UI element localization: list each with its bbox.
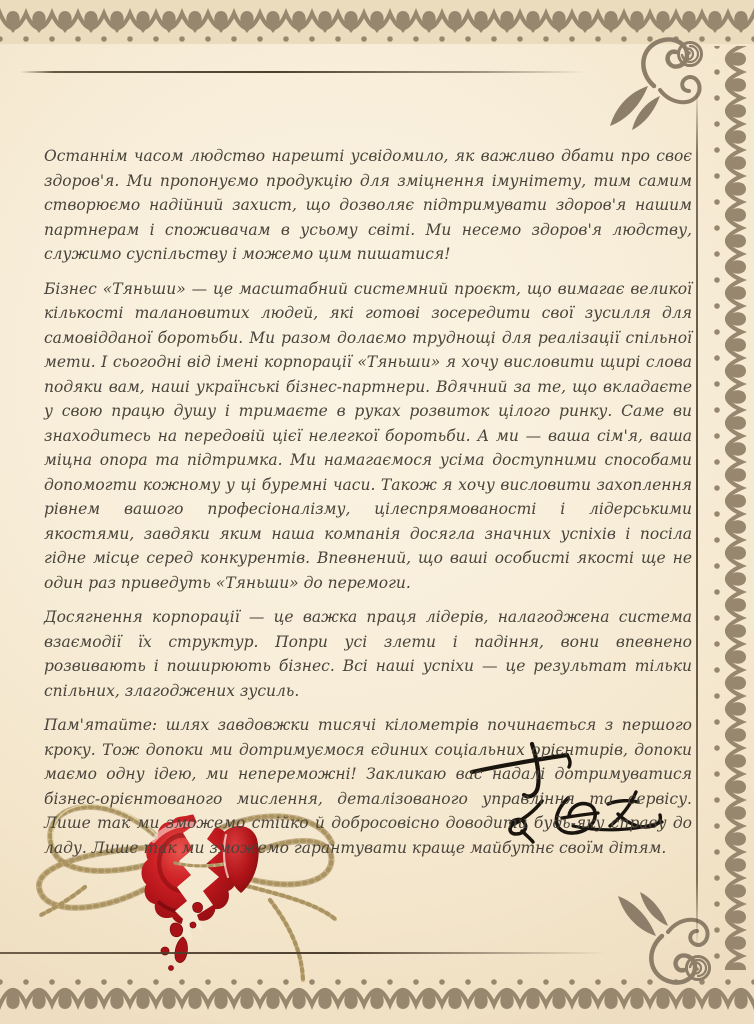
letter-paragraph: Досягнення корпорації — це важка праця лідерів, налагоджена система взаємодії їх структур. Попри усі злети і падіння, вони впевнено розвивають і поширюють бізнес. Всі наші успіхи — це результат тільки спільних, злагоджених зусиль.	[44, 608, 692, 700]
lace-border-top	[0, 0, 754, 44]
lace-border-bottom	[0, 976, 754, 1018]
corner-flourish-icon-top-right	[610, 39, 702, 130]
lace-border-right	[711, 46, 754, 970]
letter-paragraph: Бізнес «Тяньши» — це масштабний системний проєкт, що вимагає великої кількості талановитих людей, які готові зосередити свої зусилля для самовідданої боротьби. Ми разом долаємо труднощі для реалізації спільної мети. І сьогодні від імені корпорації «Тяньши» я хочу висловити щирі слова подяки вам, наші українські бізнес-партнери. Вдячний за те, що вкладаєте у свою працю душу і тримаєте в руках розвиток цілого ринку. Саме ви знаходитесь на передовій цієї нелегкої боротьби. А ми — ваша сім'я, ваша міцна опора та підтримка. Ми намагаємося усіма доступними способами допомогти кожному у ці буремні часи. Також я хочу висловити захоплення рівнем вашого професіоналізму, цілеспрямованості і лідерськими якостями, завдяки яким наша компанія досягла значних успіхів і посіла гідне місце серед конкурентів. Впевнений, що ваші особисті якості ще не один раз приведуть «Тяньши» до перемоги.	[44, 279, 692, 592]
bottom-rule	[0, 952, 606, 954]
letter-paragraph: Останнім часом людство нарешті усвідомило, як важливо дбати про своє здоров'я. Ми пропонуємо продукцію для зміцнення імунітету, тим самим створюємо надійний захист, що дозволяє підтримувати здоров'я нашим партнерам і споживачам в усьому світі. Ми несемо здоров'я людству, служимо суспільству і можемо цим пишатися!	[44, 147, 692, 263]
letter-paragraph: Пам'ятайте: шлях завдовжки тисячі кілометрів починається з першого кроку. Тож допоки ми дотримуємося єдиних соціальних орієнтирів, допоки маємо одну ідею, ми непереможні! Закликаю вас надалі дотримуватися бізнес-орієнтованого мислення, деталізованого управління та сервісу. Лише так ми зможемо стійко й добросовісно доводити будь-яку справу до ладу. Лише так ми зможемо гарантувати краще майбутнє своїм дітям.	[44, 716, 692, 857]
letter-body	[44, 144, 692, 870]
top-rule	[20, 71, 586, 73]
right-vertical-rule	[696, 86, 698, 948]
